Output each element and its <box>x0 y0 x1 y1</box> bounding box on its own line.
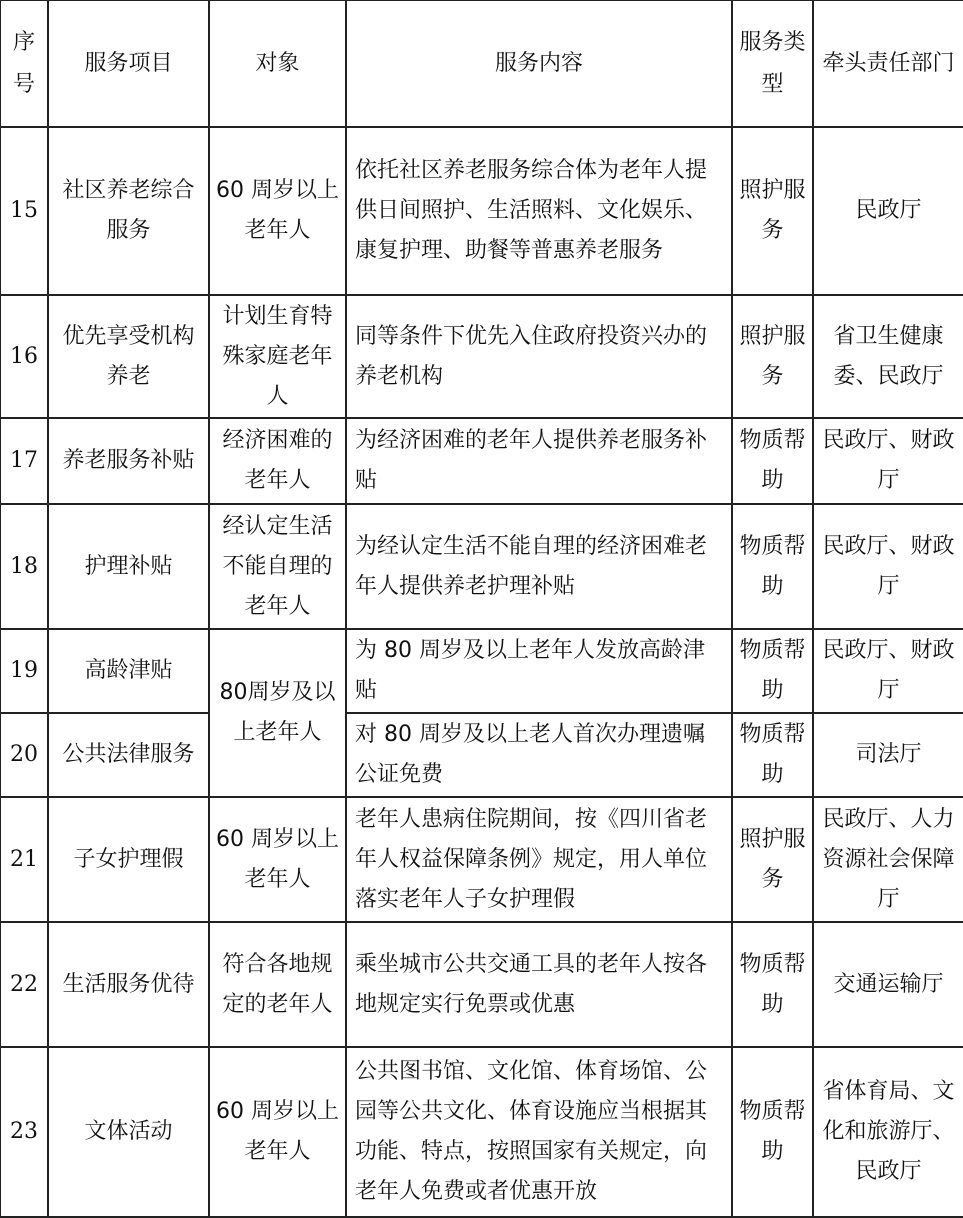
row-content: 为经济困难的老年人提供养老服务补贴 <box>346 418 732 504</box>
table-row <box>0 922 963 1047</box>
row-content: 为 80 周岁及以上老年人发放高龄津贴 <box>346 629 732 713</box>
row-type: 物质帮助 <box>732 504 813 629</box>
row-seq: 22 <box>0 922 48 1047</box>
table-row <box>0 1047 963 1217</box>
row-item: 公共法律服务 <box>48 713 209 797</box>
row-item: 护理补贴 <box>48 504 209 629</box>
row-content: 同等条件下优先入住政府投资兴办的养老机构 <box>346 295 732 418</box>
row-dept: 省体育局、文化和旅游厅、民政厅 <box>813 1047 963 1217</box>
row-item: 优先享受机构养老 <box>48 295 209 418</box>
table-header-row <box>0 0 963 127</box>
row-target: 60 周岁以上老年人 <box>209 127 346 295</box>
row-seq: 15 <box>0 127 48 295</box>
row-content: 公共图书馆、文化馆、体育场馆、公园等公共文化、体育设施应当根据其功能、特点，按照国家有关规定，向老年人免费或者优惠开放 <box>346 1047 732 1217</box>
row-dept: 交通运输厅 <box>813 922 963 1047</box>
row-target: 60 周岁以上老年人 <box>209 1047 346 1217</box>
row-item: 高龄津贴 <box>48 629 209 713</box>
header-item: 服务项目 <box>48 0 209 127</box>
row-type: 物质帮助 <box>732 629 813 713</box>
row-seq: 19 <box>0 629 48 713</box>
table-row <box>0 295 963 418</box>
table-row <box>0 127 963 295</box>
row-target: 经认定生活不能自理的老年人 <box>209 504 346 629</box>
row-dept: 民政厅、财政厅 <box>813 504 963 629</box>
table-row <box>0 629 963 713</box>
row-type: 物质帮助 <box>732 922 813 1047</box>
row-type: 照护服务 <box>732 797 813 922</box>
table-row <box>0 504 963 629</box>
row-target-merged: 80周岁及以上老年人 <box>209 629 346 797</box>
row-content: 依托社区养老服务综合体为老年人提供日间照护、生活照料、文化娱乐、康复护理、助餐等普惠养老服务 <box>346 127 732 295</box>
row-content: 为经认定生活不能自理的经济困难老年人提供养老护理补贴 <box>346 504 732 629</box>
row-seq: 20 <box>0 713 48 797</box>
row-item: 子女护理假 <box>48 797 209 922</box>
row-target: 符合各地规定的老年人 <box>209 922 346 1047</box>
row-item: 社区养老综合服务 <box>48 127 209 295</box>
row-item: 养老服务补贴 <box>48 418 209 504</box>
row-dept: 民政厅、人力资源社会保障厅 <box>813 797 963 922</box>
row-dept: 司法厅 <box>813 713 963 797</box>
row-content: 乘坐城市公共交通工具的老年人按各地规定实行免票或优惠 <box>346 922 732 1047</box>
row-dept: 民政厅、财政厅 <box>813 629 963 713</box>
row-target: 60 周岁以上老年人 <box>209 797 346 922</box>
row-content: 老年人患病住院期间，按《四川省老年人权益保障条例》规定，用人单位落实老年人子女护理假 <box>346 797 732 922</box>
row-dept: 民政厅 <box>813 127 963 295</box>
row-item: 文体活动 <box>48 1047 209 1217</box>
header-content: 服务内容 <box>346 0 732 127</box>
header-type: 服务类型 <box>732 0 813 127</box>
row-seq: 18 <box>0 504 48 629</box>
row-type: 照护服务 <box>732 295 813 418</box>
row-dept: 民政厅、财政厅 <box>813 418 963 504</box>
row-type: 物质帮助 <box>732 1047 813 1217</box>
row-type: 照护服务 <box>732 127 813 295</box>
header-dept: 牵头责任部门 <box>813 0 963 127</box>
table-row <box>0 418 963 504</box>
row-seq: 21 <box>0 797 48 922</box>
row-seq: 23 <box>0 1047 48 1217</box>
table-row <box>0 713 963 797</box>
row-target: 经济困难的老年人 <box>209 418 346 504</box>
row-item: 生活服务优待 <box>48 922 209 1047</box>
header-seq: 序号 <box>0 0 48 127</box>
header-target: 对象 <box>209 0 346 127</box>
row-target: 计划生育特殊家庭老年人 <box>209 295 346 418</box>
row-type: 物质帮助 <box>732 418 813 504</box>
row-dept: 省卫生健康委、民政厅 <box>813 295 963 418</box>
row-type: 物质帮助 <box>732 713 813 797</box>
row-seq: 16 <box>0 295 48 418</box>
row-content: 对 80 周岁及以上老人首次办理遗嘱公证免费 <box>346 713 732 797</box>
row-seq: 17 <box>0 418 48 504</box>
table-row <box>0 797 963 922</box>
